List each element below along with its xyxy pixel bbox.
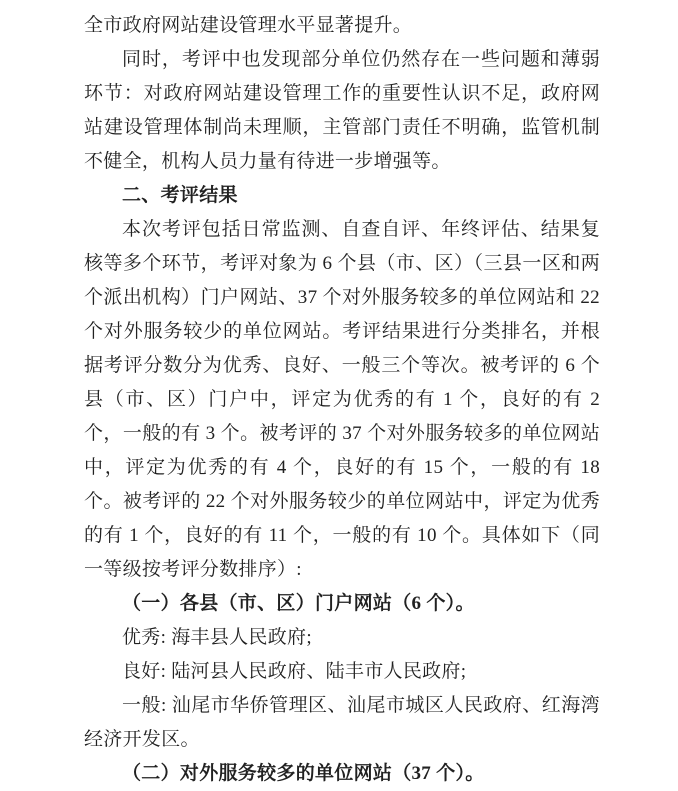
paragraph-problems: 同时，考评中也发现部分单位仍然存在一些问题和薄弱环节：对政府网站建设管理工作的重要性认识不足，政府网站建设管理体制尚未理顺，主管部门责任不明确，监管机制不健全，机构人员力量有待进一步增强等。: [84, 49, 600, 172]
paragraph-carryover: 全市政府网站建设管理水平显著提升。: [84, 15, 413, 36]
subsection-heading-service-units: （二）对外服务较多的单位网站（37 个）。: [122, 763, 485, 784]
paragraph-evaluation-overview: 本次考评包括日常监测、自查自评、年终评估、结果复核等多个环节，考评对象为 6 个县（市、区）（三县一区和两个派出机构）门户网站、37 个对外服务较多的单位网站和 22 个对外服务较少的单位网站。考评结果进行分类排名，并根据考评分数分为优秀、良好、一般三个等次。被考评的 6 个县（市、区）门户中，评定为优秀的有 1 个，良好的有 2 个，一般的有 3 个。被考评的 37 个对外服务较多的单位网站中，评定为优秀的有 4 个，良好的有 15 个，一般的有 18 个。被考评的 22 个对外服务较少的单位网站中，评定为优秀的有 1 个，良好的有 11 个，一般的有 10 个。具体如下（同一等级按考评分数排序）:: [84, 219, 600, 580]
line-excellent-county: 优秀: 海丰县人民政府;: [122, 627, 312, 648]
line-general-county: 一般: 汕尾市华侨管理区、汕尾市城区人民政府、红海湾经济开发区。: [84, 695, 600, 750]
line-good-county: 良好: 陆河县人民政府、陆丰市人民政府;: [122, 661, 467, 682]
subsection-heading-county-portals: （一）各县（市、区）门户网站（6 个）。: [122, 593, 475, 614]
section-heading-results: 二、考评结果: [122, 185, 238, 206]
